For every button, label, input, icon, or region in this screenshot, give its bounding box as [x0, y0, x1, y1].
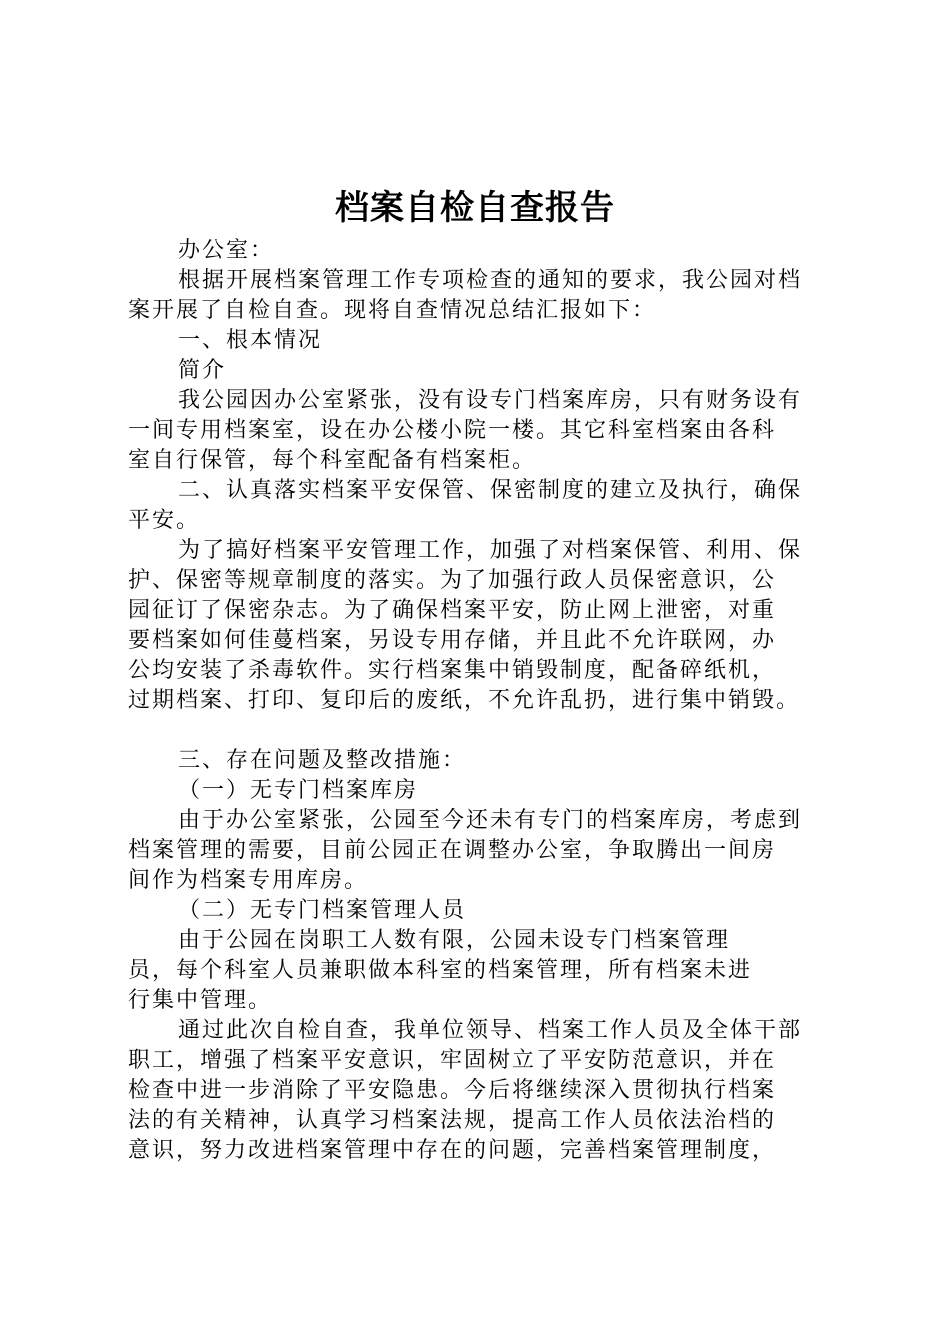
section-heading: 二、认真落实档案平安保管、保密制度的建立及执行，确保	[178, 478, 803, 503]
document-body	[128, 236, 840, 1166]
document-title: 档案自检自查报告	[335, 188, 615, 228]
paragraph-line: 通过此次自检自查，我单位领导、档案工作人员及全体干部	[178, 1018, 803, 1043]
paragraph-line: 间作为档案专用库房。	[128, 868, 369, 893]
subheading: 简介	[178, 358, 227, 383]
paragraph-line: 档案管理的需要，目前公园正在调整办公室，争取腾出一间房	[128, 838, 777, 863]
paragraph-line: 由于公园在岗职工人数有限，公园未设专门档案管理	[178, 928, 731, 953]
paragraph-line: 为了搞好档案平安管理工作，加强了对档案保管、利用、保	[178, 538, 803, 563]
paragraph-line: 室自行保管，每个科室配备有档案柜。	[128, 448, 537, 473]
paragraph-line: 一间专用档案室，设在办公楼小院一楼。其它科室档案由各科	[128, 418, 777, 443]
paragraph-line: 由于办公室紧张，公园至今还未有专门的档案库房，考虑到	[178, 808, 803, 833]
paragraph-line: 职工，增强了档案平安意识，牢固树立了平安防范意识，并在	[128, 1048, 777, 1073]
section-heading: 三、存在问题及整改措施：	[178, 748, 467, 773]
paragraph-line: 园征订了保密杂志。为了确保档案平安，防止网上泄密，对重	[128, 598, 777, 623]
paragraph-line: 公均安装了杀毒软件。实行档案集中销毁制度，配备碎纸机，	[128, 658, 777, 683]
salutation: 办公室：	[178, 238, 275, 263]
paragraph-line: 员，每个科室人员兼职做本科室的档案管理，所有档案未进	[128, 958, 753, 983]
paragraph-line: 护、保密等规章制度的落实。为了加强行政人员保密意识，公	[128, 568, 777, 593]
section-heading: 一、根本情况	[178, 328, 323, 353]
paragraph-line: 要档案如何佳蔓档案，另设专用存储，并且此不允许联网，办	[128, 628, 777, 653]
paragraph-line: 法的有关精神，认真学习档案法规，提高工作人员依法治档的	[128, 1108, 777, 1133]
paragraph-line: 过期档案、打印、复印后的废纸，不允许乱扔，进行集中销毁。	[128, 688, 801, 713]
paragraph-gap	[128, 716, 840, 746]
subheading: （一）无专门档案库房	[178, 778, 419, 803]
paragraph-line: 我公园因办公室紧张，没有设专门档案库房，只有财务设有	[178, 388, 803, 413]
paragraph-line: 案开展了自检自查。现将自查情况总结汇报如下：	[128, 298, 657, 323]
paragraph-line: 意识，努力改进档案管理中存在的问题，完善档案管理制度，	[128, 1138, 777, 1163]
paragraph-line: 行集中管理。	[128, 988, 273, 1013]
section-heading-cont: 平安。	[128, 508, 201, 533]
paragraph-line: 检查中进一步消除了平安隐患。今后将继续深入贯彻执行档案	[128, 1078, 777, 1103]
paragraph-line: 根据开展档案管理工作专项检查的通知的要求，我公园对档	[178, 268, 803, 293]
subheading: （二）无专门档案管理人员	[178, 898, 467, 923]
